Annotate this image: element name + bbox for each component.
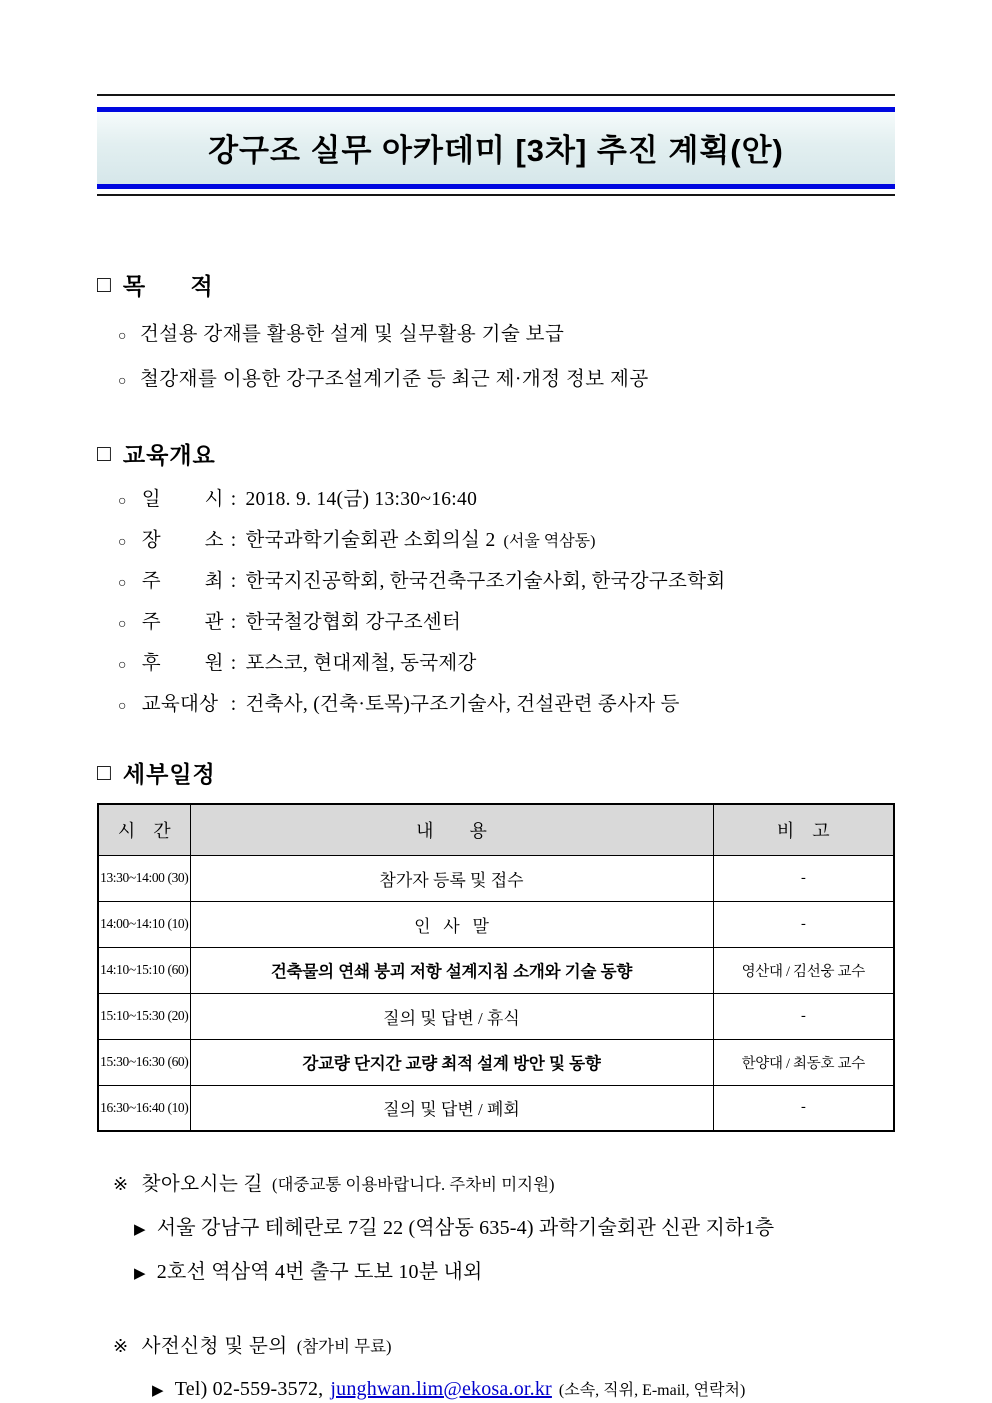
- circle-bullet-icon: ○: [118, 329, 127, 344]
- contact-detail-line: [97, 1377, 895, 1401]
- square-bullet-icon: □: [97, 440, 111, 466]
- circle-bullet-icon: ○: [118, 576, 127, 591]
- circle-bullet-icon: ○: [118, 374, 127, 389]
- table-row: [98, 1039, 894, 1085]
- contact-subnote: (참가비 무료): [296, 1337, 392, 1356]
- schedule-time: 15:30~16:30 (60): [98, 1039, 190, 1085]
- schedule-content: 인 사 말: [190, 901, 713, 947]
- schedule-content: 질의 및 답변 / 폐회: [190, 1085, 713, 1131]
- contact-email-link[interactable]: junghwan.lim@ekosa.or.kr: [330, 1378, 552, 1400]
- directions-item-text: 서울 강남구 테헤란로 7길 22 (역삼동 635-4) 과학기술회관 신관 지하1층: [156, 1217, 775, 1239]
- overview-item-value: 2018. 9. 14(금) 13:30~16:40: [245, 489, 478, 510]
- overview-item-label: 일 시: [141, 489, 224, 510]
- column-header-content: 내 용: [190, 804, 713, 855]
- purpose-item-text: 철강재를 이용한 강구조설계기준 등 최근 제·개정 정보 제공: [139, 369, 649, 390]
- directions-title: 찾아오시는 길: [141, 1174, 263, 1195]
- schedule-time: 13:30~14:00 (30): [98, 855, 190, 901]
- schedule-remark: -: [713, 1085, 894, 1131]
- circle-bullet-icon: ○: [118, 658, 127, 673]
- schedule-table: [97, 803, 895, 1132]
- table-row: [98, 993, 894, 1039]
- schedule-heading-label: 세부일정: [122, 761, 216, 787]
- list-item: [97, 688, 895, 716]
- title-banner: [97, 107, 895, 189]
- list-item: [97, 1211, 895, 1240]
- circle-bullet-icon: ○: [118, 494, 127, 509]
- schedule-content: 강교량 단지간 교량 최적 설계 방안 및 동향: [190, 1039, 713, 1085]
- section-purpose: [97, 268, 895, 391]
- banner-bottom-rule: [97, 194, 895, 196]
- list-item: [97, 647, 895, 675]
- purpose-heading: [97, 268, 895, 301]
- directions-subnote: (대중교통 이용바랍니다. 주차비 미지원): [272, 1175, 555, 1194]
- overview-item-value: 한국지진공학회, 한국건축구조기술사회, 한국강구조학회: [245, 571, 726, 592]
- column-header-time: 시 간: [98, 804, 190, 855]
- colon-separator: :: [230, 612, 237, 633]
- schedule-time: 15:10~15:30 (20): [98, 993, 190, 1039]
- contact-suffix: (소속, 직위, E-mail, 연락처): [558, 1382, 746, 1399]
- schedule-remark: 한양대 / 최동호 교수: [713, 1039, 894, 1085]
- schedule-time: 14:10~15:10 (60): [98, 947, 190, 993]
- directions-note: [97, 1168, 895, 1284]
- colon-separator: :: [230, 530, 237, 551]
- directions-item-text: 2호선 역삼역 4번 출구 도보 10분 내외: [156, 1261, 483, 1283]
- reference-mark-icon: ※: [113, 1336, 129, 1356]
- section-overview: [97, 437, 895, 716]
- overview-item-label: 장 소: [141, 530, 224, 551]
- list-item: [97, 483, 895, 511]
- contact-title: 사전신청 및 문의: [141, 1336, 288, 1357]
- schedule-remark: 영산대 / 김선웅 교수: [713, 947, 894, 993]
- overview-item-label: 후 원: [141, 653, 224, 674]
- square-bullet-icon: □: [97, 759, 111, 785]
- directions-title-line: [97, 1168, 895, 1196]
- colon-separator: :: [230, 653, 237, 674]
- column-header-remark: 비 고: [713, 804, 894, 855]
- purpose-item-text: 건설용 강재를 활용한 설계 및 실무활용 기술 보급: [139, 324, 565, 345]
- schedule-content: 참가자 등록 및 접수: [190, 855, 713, 901]
- table-row: [98, 901, 894, 947]
- list-item: [97, 606, 895, 634]
- list-item: [97, 1255, 895, 1284]
- arrow-bullet-icon: ▶: [134, 1266, 146, 1282]
- page-title: 강구조 실무 아카데미 [3차] 추진 계획(안): [208, 133, 784, 168]
- schedule-time: 16:30~16:40 (10): [98, 1085, 190, 1131]
- schedule-remark: -: [713, 855, 894, 901]
- overview-heading-label: 교육개요: [122, 442, 216, 468]
- list-item: [97, 363, 895, 391]
- overview-item-value: 한국과학기술회관 소회의실 2: [245, 530, 496, 551]
- list-item: [97, 524, 895, 552]
- section-schedule: [97, 756, 895, 1132]
- purpose-heading-label: 목 적: [122, 273, 214, 299]
- contact-phone: Tel) 02-559-3572,: [174, 1378, 324, 1400]
- schedule-content: 질의 및 답변 / 휴식: [190, 993, 713, 1039]
- list-item: [97, 565, 895, 593]
- colon-separator: :: [230, 489, 237, 510]
- arrow-bullet-icon: ▶: [134, 1222, 146, 1238]
- circle-bullet-icon: ○: [118, 617, 127, 632]
- arrow-bullet-icon: ▶: [152, 1383, 164, 1399]
- overview-item-value: 건축사, (건축·토목)구조기술사, 건설관련 종사자 등: [245, 694, 680, 715]
- square-bullet-icon: □: [97, 271, 111, 297]
- list-item: [97, 318, 895, 346]
- colon-separator: :: [230, 571, 237, 592]
- table-row: [98, 855, 894, 901]
- contact-note: [97, 1330, 895, 1401]
- table-row: [98, 1085, 894, 1131]
- reference-mark-icon: ※: [113, 1174, 129, 1194]
- overview-heading: [97, 437, 895, 470]
- contact-title-line: [97, 1330, 895, 1358]
- banner-top-rule: [97, 94, 895, 96]
- overview-item-note: (서울 역삼동): [503, 533, 596, 550]
- overview-item-label: 주 관: [141, 612, 224, 633]
- colon-separator: :: [230, 694, 237, 715]
- schedule-time: 14:00~14:10 (10): [98, 901, 190, 947]
- schedule-content: 건축물의 연쇄 붕괴 저항 설계지침 소개와 기술 동향: [190, 947, 713, 993]
- schedule-heading: [97, 756, 895, 789]
- table-header-row: [98, 804, 894, 855]
- schedule-remark: -: [713, 993, 894, 1039]
- schedule-remark: -: [713, 901, 894, 947]
- overview-item-value: 한국철강협회 강구조센터: [245, 612, 462, 633]
- circle-bullet-icon: ○: [118, 535, 127, 550]
- circle-bullet-icon: ○: [118, 699, 127, 714]
- overview-item-value: 포스코, 현대제철, 동국제강: [245, 653, 477, 674]
- table-row: [98, 947, 894, 993]
- overview-item-label: 교육대상: [141, 694, 219, 715]
- overview-item-label: 주 최: [141, 571, 224, 592]
